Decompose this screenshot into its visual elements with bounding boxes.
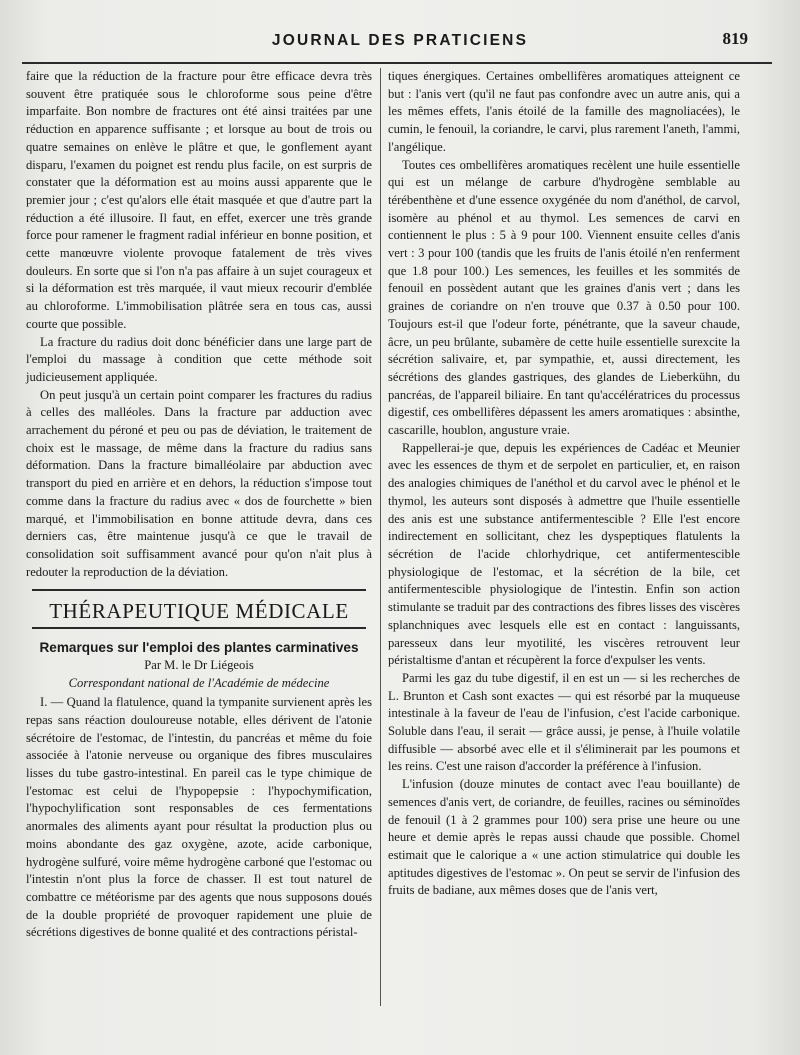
paragraph: On peut jusqu'à un certain point comparer les fractures du radius à celles des malléoles. Dans la fracture par adduction avec arrachement du péroné et peu ou pas de déviation, le traitement de choix est le massage, de même dans la fracture du radius sans déformation. Dans la fracture bimalléolaire par abduction avec transport du pied en arrière et en dehors, la réduction s'impose tout comme dans la fracture du radius avec « dos de fourchette » bien marqué, et l'immobilisation en bonne attitude devra, dans ces derniers cas, être maintenue jusqu'à ce que le travail de consolidation soit suffisamment avancé pour qu'on n'ait plus à redouter la reproduction de la déviation. [26,387,372,579]
section-rule [32,627,366,629]
paragraph: Rappellerai-je que, depuis les expériences de Cadéac et Meunier avec les essences de thym et de serpolet en particulier, et, en raison des analogies chimiques de l'anéthol et du carvol avec le phénol et le thymol, les auteurs sont disposés à admettre que l'huile essentielle des anis est une substance antifermentescible ? Elle l'est encore indirectement en sollicitant, chez les dyspeptiques flatulents la sécrétion de l'acide chlorhydrique, cet antifermentescible physiologique de l'estomac, et la sécrétion de la bile, cet antifermentescible physiologique de l'intestin. Enfin son action stimulante se traduit par des contractions des fibres lisses des viscères splanchniques avec lesquels elle est en contact : languissants, paresseux dans leur myotilité, les viscères retrouvent leur péristaltisme d'antan et récupèrent la force d'expulser les vents. [388,440,740,668]
page-number: 819 [722,29,748,48]
author-affiliation: Correspondant national de l'Académie de médecine [68,675,330,690]
paragraph: I. — Quand la flatulence, quand la tympanite survienent après les repas sans réaction douloureuse notable, elles dérivent de l'atonie sécrétoire de l'estomac, de l'intestin, du pancréas et même du foie associée à l'atonie nerveuse ou organique des fibres musculaires lisses du tube gastro-intestinal. En pareil cas le type chimique de l'estomac est celui de l'hypopepsie : l'hypochymification, l'hypochylification sont responsables de ces fermentations anormales des aliments ayant pour résultat la production plus ou moins abondante des gaz oxygène, azote, acide carbonique, hydrogène sulfuré, voire même hydrogène carboné que l'estomac ou l'intestin n'ont plus la force de chasser. Il est tout naturel de combattre ce météorisme par des agents que nous supposons doués de la double propriété de provoquer rapidement une pluie de sécrétions digestives de bonne qualité et des contractions péristal- [26,695,372,940]
column-divider [380,68,381,1006]
article-byline: Par M. le Dr Liégeois [144,657,254,672]
paragraph: Toutes ces ombellifères aromatiques recèlent une huile essentielle qui est un mélange de carbure d'hydrogène semblable au térébenthène et d'une essence oxygénée du nom d'anéthol, de carvol, isomère au phénol et au thymol. Les semences de carvi en contiennent le plus : 5 à 9 pour 100. Viennent ensuite celles d'anis vert : 3 pour 100 (tandis que les fruits de l'anis étoilé n'en renferment que 1.8 pour 100.) Les semences, les feuilles et les sommités de fenouil en possèdent autant que les graines d'anis vert ; dans les graines de coriandre on n'en trouve que 0.37 à 0.50 pour 100. Toujours est-il que l'odeur forte, pénétrante, que la saveur chaude, âcre, un peu brûlante, subamère de cette huile essentielle surexcite la sécrétion salivaire, et, par sympathie, et, aussi directement, les sécrétions des glandes gastriques, des glandes de Lieberkühn, du pancréas, de l'appareil biliaire. En tant qu'accélératrices du processus digestif, ces ombellifères dépassent les amers aromatiques : absinthe, cascarille, houblon, angusture vraie. [388,157,740,438]
left-column [26,68,372,942]
article-title: Remarques sur l'emploi des plantes carminatives [39,640,359,656]
paragraph: faire que la réduction de la fracture pour être efficace devra très souvent être pratiquée sous le chloroforme sous peine d'être imparfaite. Bon nombre de fractures ont été ainsi traitées par une réduction en apparence suffisante ; et lorsque au bout de trois ou quatre semaines on enlève le plâtre et que, le gonflement ayant disparu, l'examen du poignet est rendu plus facile, on est surpris de constater que la déformation est au moins aussi apparente que le premier jour ; c'est qu'alors elle était masquée et que d'autre part la réduction a été illusoire. Il faut, en effet, exercer une très grande force pour ramener le fragment radial inférieur en bonne position, et cette manœuvre violente provoque fatalement de très vives douleurs. En sorte que si l'on n'a pas affaire à un sujet courageux et si la déformation est très marquée, il vaut mieux recourir d'emblée au chloroforme. L'immobilisation plâtrée sera en tous cas, aussi courte que possible. [26,69,372,331]
journal-title: JOURNAL DES PRATICIENS [271,32,529,49]
paragraph: tiques énergiques. Certaines ombellifères aromatiques atteignent ce but : l'anis vert (qu'il ne faut pas confondre avec un autre anis, qui a les mêmes effets, l'anis étoilé de la famille des magnoliacées), le cumin, le fenouil, la coriandre, le carvi, plus rarement l'aneth, l'ammi, l'angélique. [388,69,740,154]
paragraph: La fracture du radius doit donc bénéficier dans une large part de l'emploi du massage à condition que cette méthode soit judicieusement appliquée. [26,334,372,384]
page-header [0,28,800,56]
paragraph: L'infusion (douze minutes de contact avec l'eau bouillante) de semences d'anis vert, de coriandre, de feuilles, racines ou séminoïdes de fenouil (1 à 2 grammes pour 100) sera prise une heure ou une heure et demie après le repas aussi chaude que possible. Chomel estimait que le calorique a « une action stimulatrice qui double les aptitudes digestives de l'estomac ». On peut se servir de l'infusion des fruits de badiane, aux mêmes doses que de l'anis vert, [388,777,740,898]
section-rule [32,589,366,591]
paragraph: Parmi les gaz du tube digestif, il en est un — si les recherches de L. Brunton et Cash sont exactes — qui est résorbé par la muqueuse intestinale à la faveur de l'eau de l'infusion, c'est l'acide carbonique. Soluble dans l'eau, il serait — grâce aussi, je pense, à l'huile volatile diffusible — absorbé avec elle et il s'éliminerait par les poumons et les reins. C'est une raison d'accorder la préférence à l'infusion. [388,670,740,774]
right-column [388,68,740,900]
header-rule [22,62,772,64]
section-title: THÉRAPEUTIQUE MÉDICALE [49,599,349,624]
